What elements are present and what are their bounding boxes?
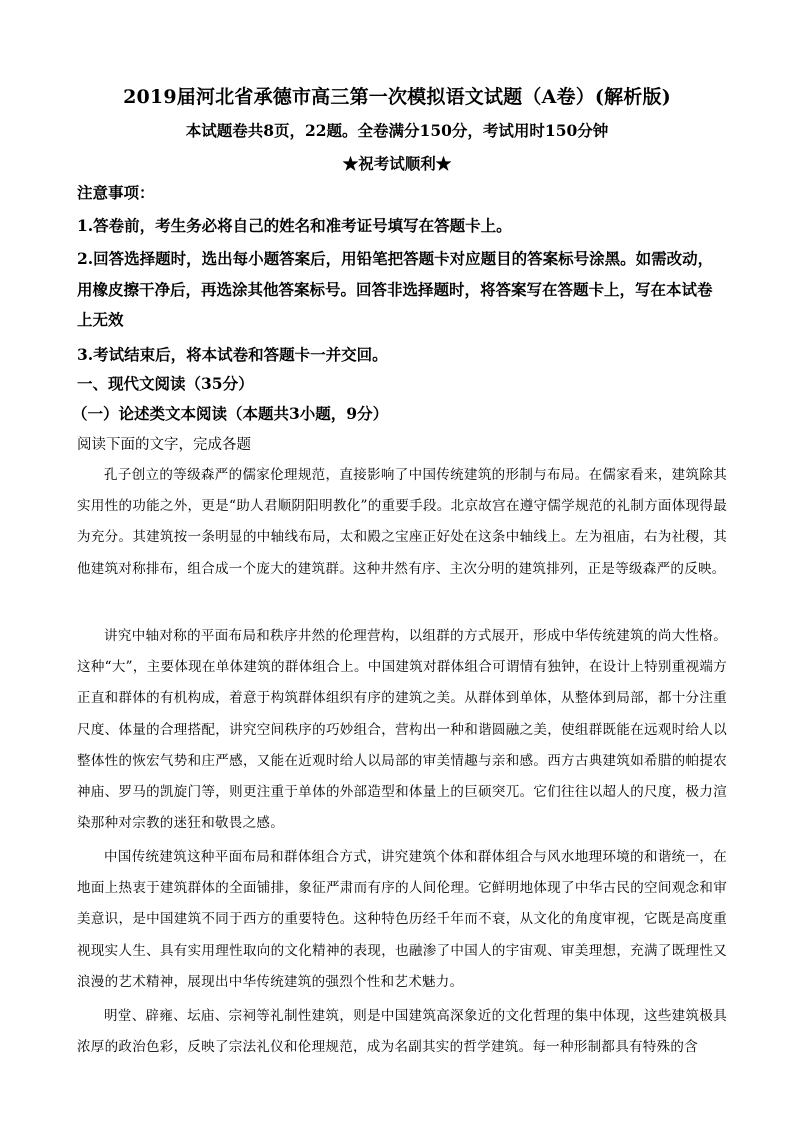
good-luck-line: ★祝考试顺利★ xyxy=(342,154,452,173)
passage-paragraph-4: 明堂、辟雍、坛庙、宗祠等礼制性建筑，则是中国建筑高深象近的文化哲理的集中体现，这些建筑极具浓厚的政治色彩，反映了宗法礼仪和伦理规范，成为名副其实的哲学建筑。每一种形制都具有特殊的含 xyxy=(77,1008,727,1056)
notice-item-1: 1.答卷前，考生务必将自己的姓名和准考证号填写在答题卡上。 xyxy=(77,216,512,235)
notice-item-2: 2.回答选择题时，选出每小题答案后，用铅笔把答题卡对应题目的答案标号涂黑。如需改动，用橡皮擦干净后，再选涂其他答案标号。回答非选择题时，将答案写在答题卡上，写在本试卷上无效 xyxy=(77,249,714,329)
reading-instruction: 阅读下面的文字，完成各题 xyxy=(77,437,251,453)
part-title: 一、现代文阅读（35分） xyxy=(77,374,254,393)
passage-paragraph-3: 中国传统建筑这种平面布局和群体组合方式，讲究建筑个体和群体组合与风水地理环境的和谐统一，在地面上热衷于建筑群体的全面铺排，象征严肃而有序的人间伦理。它鲜明地体现了中华古民的空间观念和审美意识，是中国建筑不同于西方的重要特色。这种特色历经千年而不衰，从文化的角度审视，它既是高度重视现实人生、具有实用理性取向的文化精神的表现，也融渗了中国人的宇宙观、审美理想，充满了既理性又浪漫的艺术精神，展现出中华传统建筑的强烈个性和艺术魅力。 xyxy=(77,849,727,990)
passage-paragraph-1: 孔子创立的等级森严的儒家伦理规范，直接影响了中国传统建筑的形制与布局。在儒家看来，建筑除其实用性的功能之外，更是“助人君顺阴阳明教化”的重要手段。北京故宫在遵守儒学规范的礼制方面体现得最为充分。其建筑按一条明显的中轴线布局，太和殿之宝座正好处在这条中轴线上。左为祖庙，右为社稷，其他建筑对称排布，组合成一个庞大的建筑群。这种井然有序、主次分明的建筑排列，正是等级森严的反映。 xyxy=(77,467,727,577)
exam-title: 2019届河北省承德市高三第一次模拟语文试题（A卷）(解析版) xyxy=(123,86,671,108)
notice-item-3: 3.考试结束后，将本试卷和答题卡一并交回。 xyxy=(77,345,388,364)
subsection-title: （一）论述类文本阅读（本题共3小题，9分） xyxy=(72,404,389,423)
notice-heading: 注意事项： xyxy=(77,183,155,202)
exam-subtitle: 本试题卷共8页，22题。全卷满分150分，考试用时150分钟 xyxy=(185,121,609,140)
passage-paragraph-2: 讲究中轴对称的平面布局和秩序井然的伦理营构，以组群的方式展开，形成中华传统建筑的尚大性格。这种“大”，主要体现在单体建筑的群体组合上。中国建筑对群体组合可谓情有独钟，在设计上特别重视端方正直和群体的有机构成，着意于构筑群体组织有序的建筑之美。从群体到单体，从整体到局部，都十分注重尺度、体量的合理搭配，讲究空间秩序的巧妙组合，营构出一种和谐圆融之美，使组群既能在远观时给人以整体性的恢宏气势和庄严感，又能在近观时给人以局部的审美情趣与亲和感。西方古典建筑如希腊的帕提农神庙、罗马的凯旋门等，则更注重于单体的外部造型和体量上的巨硕突兀。它们往往以超人的尺度，极力渲染那种对宗教的迷狂和敬畏之感。 xyxy=(77,628,727,832)
